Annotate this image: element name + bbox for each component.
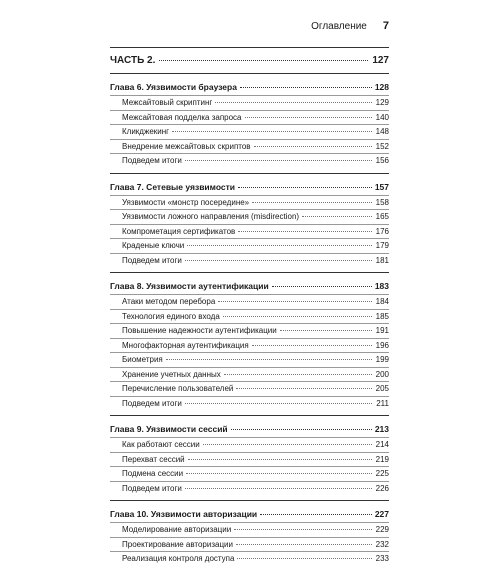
dot-leader	[252, 337, 372, 346]
dot-leader	[237, 550, 372, 559]
dot-leader	[203, 436, 372, 445]
chapter-page: 213	[374, 424, 389, 434]
section-page: 176	[375, 226, 389, 236]
section-page: 148	[375, 127, 389, 136]
section-page: 225	[375, 469, 389, 478]
section-title: Подведем итоги	[122, 255, 182, 265]
chapter-page: 157	[374, 181, 389, 192]
dot-leader	[234, 521, 372, 530]
chapter-page: 227	[374, 509, 389, 519]
section-page: 226	[375, 483, 389, 493]
toc-chapter-entry[interactable]	[110, 507, 389, 522]
section-page: 200	[375, 369, 389, 379]
section-list	[110, 95, 389, 168]
section-title: Как работают сессии	[122, 440, 200, 449]
section-title: Перехват сессий	[122, 454, 185, 464]
dot-leader	[236, 380, 372, 389]
table-of-contents	[110, 47, 389, 571]
section-title: Реализация контроля доступа	[122, 554, 235, 563]
section-title: Уязвимости ложного направления (misdirection)	[122, 212, 300, 221]
section-page: 179	[375, 241, 389, 250]
section-page: 152	[375, 141, 389, 151]
dot-leader	[185, 480, 372, 489]
section-title: Подведем итоги	[122, 483, 182, 493]
section-title: Межсайтовый скриптинг	[122, 98, 213, 107]
dot-leader	[252, 194, 372, 203]
section-page: 140	[375, 112, 389, 122]
section-page: 233	[375, 554, 389, 563]
section-page: 158	[375, 197, 389, 207]
dot-leader	[185, 395, 372, 404]
toc-section-entry[interactable]	[110, 254, 389, 268]
section-title: Биометрия	[122, 355, 163, 364]
section-page: 181	[375, 255, 389, 265]
running-head-page-number: 7	[382, 20, 389, 32]
chapter-title: Глава 9. Уязвимости сессий	[110, 424, 228, 434]
dot-leader	[186, 465, 372, 474]
chapter-page: 183	[374, 281, 389, 291]
chapter-block	[110, 272, 389, 415]
section-title: Хранение учетных данных	[122, 369, 221, 379]
toc-chapter-entry[interactable]	[110, 279, 389, 294]
section-list	[110, 195, 389, 268]
toc-chapter-entry[interactable]	[110, 180, 389, 195]
running-head	[311, 20, 389, 32]
dot-leader	[159, 52, 368, 61]
dot-leader	[223, 308, 372, 317]
dot-leader	[302, 208, 372, 217]
section-title: Проектирование авторизации	[122, 539, 233, 549]
toc-section-entry[interactable]	[110, 482, 389, 496]
section-page: 205	[375, 384, 389, 393]
dot-leader	[218, 293, 372, 302]
section-page: 185	[375, 311, 389, 321]
dot-leader	[185, 252, 372, 261]
section-list	[110, 294, 389, 410]
dot-leader	[185, 152, 372, 161]
dot-leader	[231, 421, 372, 430]
section-page: 165	[375, 212, 389, 221]
chapter-title: Глава 6. Уязвимости браузера	[110, 82, 237, 92]
chapter-block	[110, 415, 389, 500]
dot-leader	[245, 109, 372, 118]
section-title: Межсайтовая подделка запроса	[122, 112, 242, 122]
chapter-title: Глава 8. Уязвимости аутентификации	[110, 281, 269, 291]
section-title: Подведем итоги	[122, 398, 182, 408]
section-page: 184	[375, 297, 389, 306]
dot-leader	[240, 79, 372, 88]
section-title: Краденые ключи	[122, 241, 185, 250]
section-page: 229	[375, 525, 389, 534]
dot-leader	[236, 536, 372, 545]
section-page: 214	[375, 440, 389, 449]
section-page: 196	[375, 340, 389, 350]
dot-leader	[238, 223, 372, 232]
section-page: 211	[376, 398, 389, 408]
dot-leader	[172, 123, 372, 132]
toc-part[interactable]	[110, 48, 389, 73]
dot-leader	[224, 366, 372, 375]
section-title: Технология единого входа	[122, 311, 220, 321]
dot-leader	[280, 322, 372, 331]
part-page: 127	[372, 55, 389, 66]
section-page: 191	[375, 326, 389, 335]
toc-chapter-entry[interactable]	[110, 422, 389, 437]
section-title: Повышение надежности аутентификации	[122, 326, 277, 335]
section-list	[110, 437, 389, 495]
section-title: Внедрение межсайтовых скриптов	[122, 141, 251, 151]
section-title: Компрометация сертификатов	[122, 226, 236, 236]
section-title: Моделирование авторизации	[122, 525, 232, 534]
toc-section-entry[interactable]	[110, 397, 389, 411]
chapter-page: 128	[374, 82, 389, 92]
section-list	[110, 522, 389, 566]
chapter-block	[110, 173, 389, 273]
section-page: 199	[375, 355, 389, 364]
section-title: Подмена сессии	[122, 469, 184, 478]
section-title: Многофакторная аутентификация	[122, 340, 249, 350]
part-title: ЧАСТЬ 2.	[110, 55, 156, 66]
running-head-section: Оглавление	[311, 21, 367, 32]
section-title: Кликджекинг	[122, 127, 170, 136]
section-title: Атаки методом перебора	[122, 297, 216, 306]
dot-leader	[238, 179, 372, 188]
section-page: 156	[375, 156, 389, 165]
toc-chapter-entry[interactable]	[110, 80, 389, 95]
chapter-block	[110, 500, 389, 571]
chapter-list	[110, 73, 389, 571]
section-page: 232	[375, 539, 389, 549]
chapter-title: Глава 10. Уязвимости авторизации	[110, 509, 258, 519]
section-page: 129	[375, 98, 389, 107]
dot-leader	[187, 237, 372, 246]
dot-leader	[254, 138, 372, 147]
dot-leader	[260, 506, 372, 515]
chapter-title: Глава 7. Сетевые уязвимости	[110, 181, 236, 192]
section-title: Уязвимости «монстр посередине»	[122, 197, 250, 207]
dot-leader	[272, 278, 372, 287]
section-page: 219	[375, 454, 389, 464]
chapter-block	[110, 73, 389, 173]
dot-leader	[215, 94, 372, 103]
dot-leader	[188, 451, 372, 460]
section-title: Подведем итоги	[122, 156, 182, 165]
dot-leader	[166, 351, 372, 360]
toc-section-entry[interactable]	[110, 154, 389, 168]
section-title: Перечисление пользователей	[122, 384, 234, 393]
toc-section-entry[interactable]	[110, 552, 389, 566]
